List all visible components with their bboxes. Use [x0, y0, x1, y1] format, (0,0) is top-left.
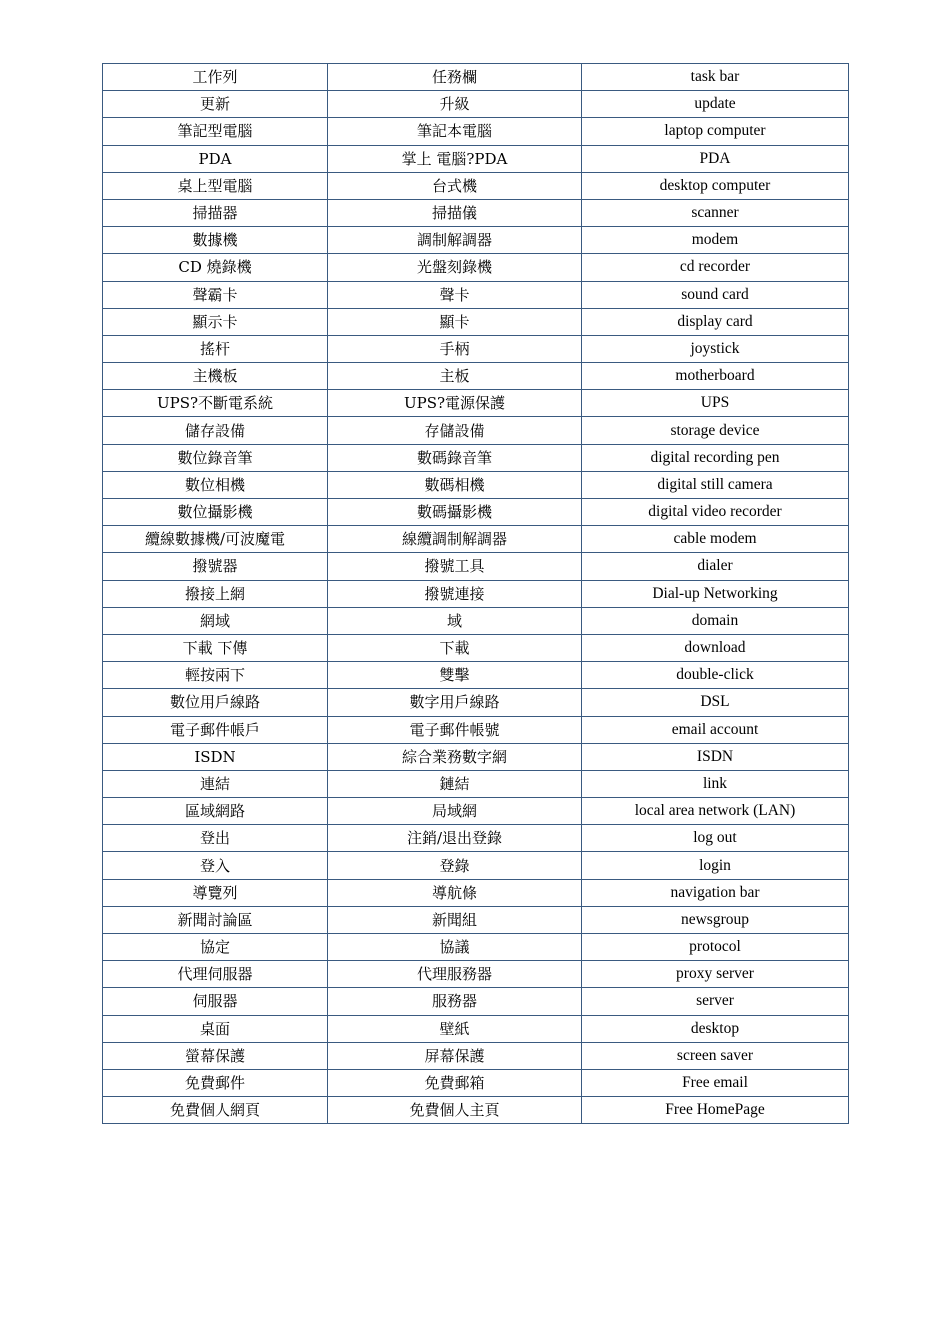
term-mainland-cell: 數碼錄音筆	[328, 444, 582, 471]
term-english-cell: local area network (LAN)	[582, 798, 849, 825]
term-english-cell: log out	[582, 825, 849, 852]
term-taiwan-cell: 代理伺服器	[103, 961, 328, 988]
term-english-cell: motherboard	[582, 363, 849, 390]
term-mainland-cell: 壁紙	[328, 1015, 582, 1042]
table-row	[103, 716, 849, 743]
term-taiwan-cell: 搖杆	[103, 335, 328, 362]
term-english-cell: storage device	[582, 417, 849, 444]
term-mainland-cell: 數字用戶線路	[328, 689, 582, 716]
term-english-cell: protocol	[582, 934, 849, 961]
term-english-cell: proxy server	[582, 961, 849, 988]
table-row	[103, 363, 849, 390]
term-mainland-cell: 屏幕保護	[328, 1042, 582, 1069]
table-row	[103, 471, 849, 498]
table-row	[103, 526, 849, 553]
table-row	[103, 64, 849, 91]
table-row	[103, 743, 849, 770]
table-row	[103, 852, 849, 879]
term-taiwan-cell: 顯示卡	[103, 308, 328, 335]
table-row	[103, 1015, 849, 1042]
term-english-cell: login	[582, 852, 849, 879]
term-taiwan-cell: 更新	[103, 91, 328, 118]
term-english-cell: desktop computer	[582, 172, 849, 199]
table-row	[103, 308, 849, 335]
term-english-cell: download	[582, 634, 849, 661]
table-row	[103, 825, 849, 852]
term-taiwan-cell: 導覽列	[103, 879, 328, 906]
table-row	[103, 934, 849, 961]
table-row	[103, 553, 849, 580]
term-mainland-cell: 免費個人主頁	[328, 1097, 582, 1124]
term-english-cell: cd recorder	[582, 254, 849, 281]
term-mainland-cell: 撥號工具	[328, 553, 582, 580]
glossary-table	[102, 63, 849, 1124]
table-row	[103, 1069, 849, 1096]
term-taiwan-cell: 纜線數據機/可波魔電	[103, 526, 328, 553]
term-mainland-cell: 域	[328, 607, 582, 634]
term-taiwan-cell: 數位錄音筆	[103, 444, 328, 471]
term-english-cell: task bar	[582, 64, 849, 91]
term-mainland-cell: 雙擊	[328, 662, 582, 689]
term-english-cell: desktop	[582, 1015, 849, 1042]
term-taiwan-cell: 筆記型電腦	[103, 118, 328, 145]
term-taiwan-cell: 主機板	[103, 363, 328, 390]
term-mainland-cell: 筆記本電腦	[328, 118, 582, 145]
term-english-cell: screen saver	[582, 1042, 849, 1069]
term-mainland-cell: 光盤刻錄機	[328, 254, 582, 281]
term-taiwan-cell: 撥接上網	[103, 580, 328, 607]
term-mainland-cell: 數碼相機	[328, 471, 582, 498]
term-mainland-cell: 掌上 電腦?PDA	[328, 145, 582, 172]
term-english-cell: newsgroup	[582, 906, 849, 933]
term-english-cell: Free email	[582, 1069, 849, 1096]
term-mainland-cell: 電子郵件帳號	[328, 716, 582, 743]
term-english-cell: laptop computer	[582, 118, 849, 145]
term-taiwan-cell: 電子郵件帳戶	[103, 716, 328, 743]
term-taiwan-cell: 區域網路	[103, 798, 328, 825]
table-row	[103, 145, 849, 172]
term-english-cell: dialer	[582, 553, 849, 580]
term-taiwan-cell: 免費郵件	[103, 1069, 328, 1096]
term-english-cell: double-click	[582, 662, 849, 689]
term-english-cell: sound card	[582, 281, 849, 308]
term-english-cell: digital recording pen	[582, 444, 849, 471]
table-row	[103, 281, 849, 308]
term-taiwan-cell: 數位攝影機	[103, 499, 328, 526]
term-english-cell: ISDN	[582, 743, 849, 770]
term-english-cell: email account	[582, 716, 849, 743]
term-taiwan-cell: 聲霸卡	[103, 281, 328, 308]
term-english-cell: joystick	[582, 335, 849, 362]
table-row	[103, 499, 849, 526]
term-english-cell: cable modem	[582, 526, 849, 553]
term-taiwan-cell: 數位用戶線路	[103, 689, 328, 716]
table-row	[103, 798, 849, 825]
table-row	[103, 961, 849, 988]
term-mainland-cell: 下載	[328, 634, 582, 661]
table-row	[103, 335, 849, 362]
term-mainland-cell: 聲卡	[328, 281, 582, 308]
term-taiwan-cell: 連結	[103, 770, 328, 797]
table-row	[103, 417, 849, 444]
table-row	[103, 662, 849, 689]
table-row	[103, 390, 849, 417]
table-row	[103, 227, 849, 254]
term-mainland-cell: 主板	[328, 363, 582, 390]
term-english-cell: Free HomePage	[582, 1097, 849, 1124]
term-taiwan-cell: 數據機	[103, 227, 328, 254]
table-row	[103, 199, 849, 226]
term-mainland-cell: 鏈結	[328, 770, 582, 797]
term-taiwan-cell: 數位相機	[103, 471, 328, 498]
term-mainland-cell: 升級	[328, 91, 582, 118]
term-mainland-cell: 數碼攝影機	[328, 499, 582, 526]
term-taiwan-cell: UPS?不斷電系統	[103, 390, 328, 417]
table-row	[103, 254, 849, 281]
table-row	[103, 444, 849, 471]
term-mainland-cell: 免費郵箱	[328, 1069, 582, 1096]
term-english-cell: domain	[582, 607, 849, 634]
term-taiwan-cell: 輕按兩下	[103, 662, 328, 689]
term-english-cell: Dial-up Networking	[582, 580, 849, 607]
table-row	[103, 607, 849, 634]
term-taiwan-cell: 桌上型電腦	[103, 172, 328, 199]
term-taiwan-cell: 撥號器	[103, 553, 328, 580]
term-mainland-cell: 掃描儀	[328, 199, 582, 226]
term-english-cell: server	[582, 988, 849, 1015]
term-taiwan-cell: 儲存設備	[103, 417, 328, 444]
table-row	[103, 770, 849, 797]
term-taiwan-cell: 伺服器	[103, 988, 328, 1015]
term-mainland-cell: 任務欄	[328, 64, 582, 91]
term-mainland-cell: 登錄	[328, 852, 582, 879]
term-taiwan-cell: CD 燒錄機	[103, 254, 328, 281]
term-english-cell: scanner	[582, 199, 849, 226]
term-taiwan-cell: 登出	[103, 825, 328, 852]
term-english-cell: UPS	[582, 390, 849, 417]
term-mainland-cell: 代理服務器	[328, 961, 582, 988]
term-mainland-cell: 協議	[328, 934, 582, 961]
term-english-cell: navigation bar	[582, 879, 849, 906]
term-english-cell: PDA	[582, 145, 849, 172]
term-taiwan-cell: 協定	[103, 934, 328, 961]
term-mainland-cell: 服務器	[328, 988, 582, 1015]
term-english-cell: digital still camera	[582, 471, 849, 498]
term-taiwan-cell: 網域	[103, 607, 328, 634]
term-mainland-cell: 調制解調器	[328, 227, 582, 254]
term-mainland-cell: UPS?電源保護	[328, 390, 582, 417]
term-english-cell: link	[582, 770, 849, 797]
term-mainland-cell: 新聞組	[328, 906, 582, 933]
term-taiwan-cell: 螢幕保護	[103, 1042, 328, 1069]
term-mainland-cell: 存儲設備	[328, 417, 582, 444]
term-english-cell: update	[582, 91, 849, 118]
table-row	[103, 172, 849, 199]
table-row	[103, 689, 849, 716]
term-mainland-cell: 台式機	[328, 172, 582, 199]
term-taiwan-cell: 免費個人網頁	[103, 1097, 328, 1124]
glossary-body	[103, 64, 849, 1124]
term-taiwan-cell: 新聞討論區	[103, 906, 328, 933]
term-taiwan-cell: 登入	[103, 852, 328, 879]
table-row	[103, 1097, 849, 1124]
term-mainland-cell: 撥號連接	[328, 580, 582, 607]
table-row	[103, 988, 849, 1015]
term-taiwan-cell: ISDN	[103, 743, 328, 770]
term-english-cell: modem	[582, 227, 849, 254]
term-taiwan-cell: 下載 下傳	[103, 634, 328, 661]
term-mainland-cell: 顯卡	[328, 308, 582, 335]
table-row	[103, 91, 849, 118]
table-row	[103, 118, 849, 145]
term-mainland-cell: 導航條	[328, 879, 582, 906]
term-english-cell: digital video recorder	[582, 499, 849, 526]
term-mainland-cell: 注銷/退出登錄	[328, 825, 582, 852]
table-row	[103, 1042, 849, 1069]
term-english-cell: display card	[582, 308, 849, 335]
term-mainland-cell: 綜合業務數字網	[328, 743, 582, 770]
term-mainland-cell: 局域網	[328, 798, 582, 825]
table-row	[103, 634, 849, 661]
term-taiwan-cell: PDA	[103, 145, 328, 172]
term-mainland-cell: 線纜調制解調器	[328, 526, 582, 553]
term-taiwan-cell: 工作列	[103, 64, 328, 91]
term-taiwan-cell: 掃描器	[103, 199, 328, 226]
table-row	[103, 906, 849, 933]
table-row	[103, 580, 849, 607]
term-english-cell: DSL	[582, 689, 849, 716]
term-taiwan-cell: 桌面	[103, 1015, 328, 1042]
table-row	[103, 879, 849, 906]
term-mainland-cell: 手柄	[328, 335, 582, 362]
